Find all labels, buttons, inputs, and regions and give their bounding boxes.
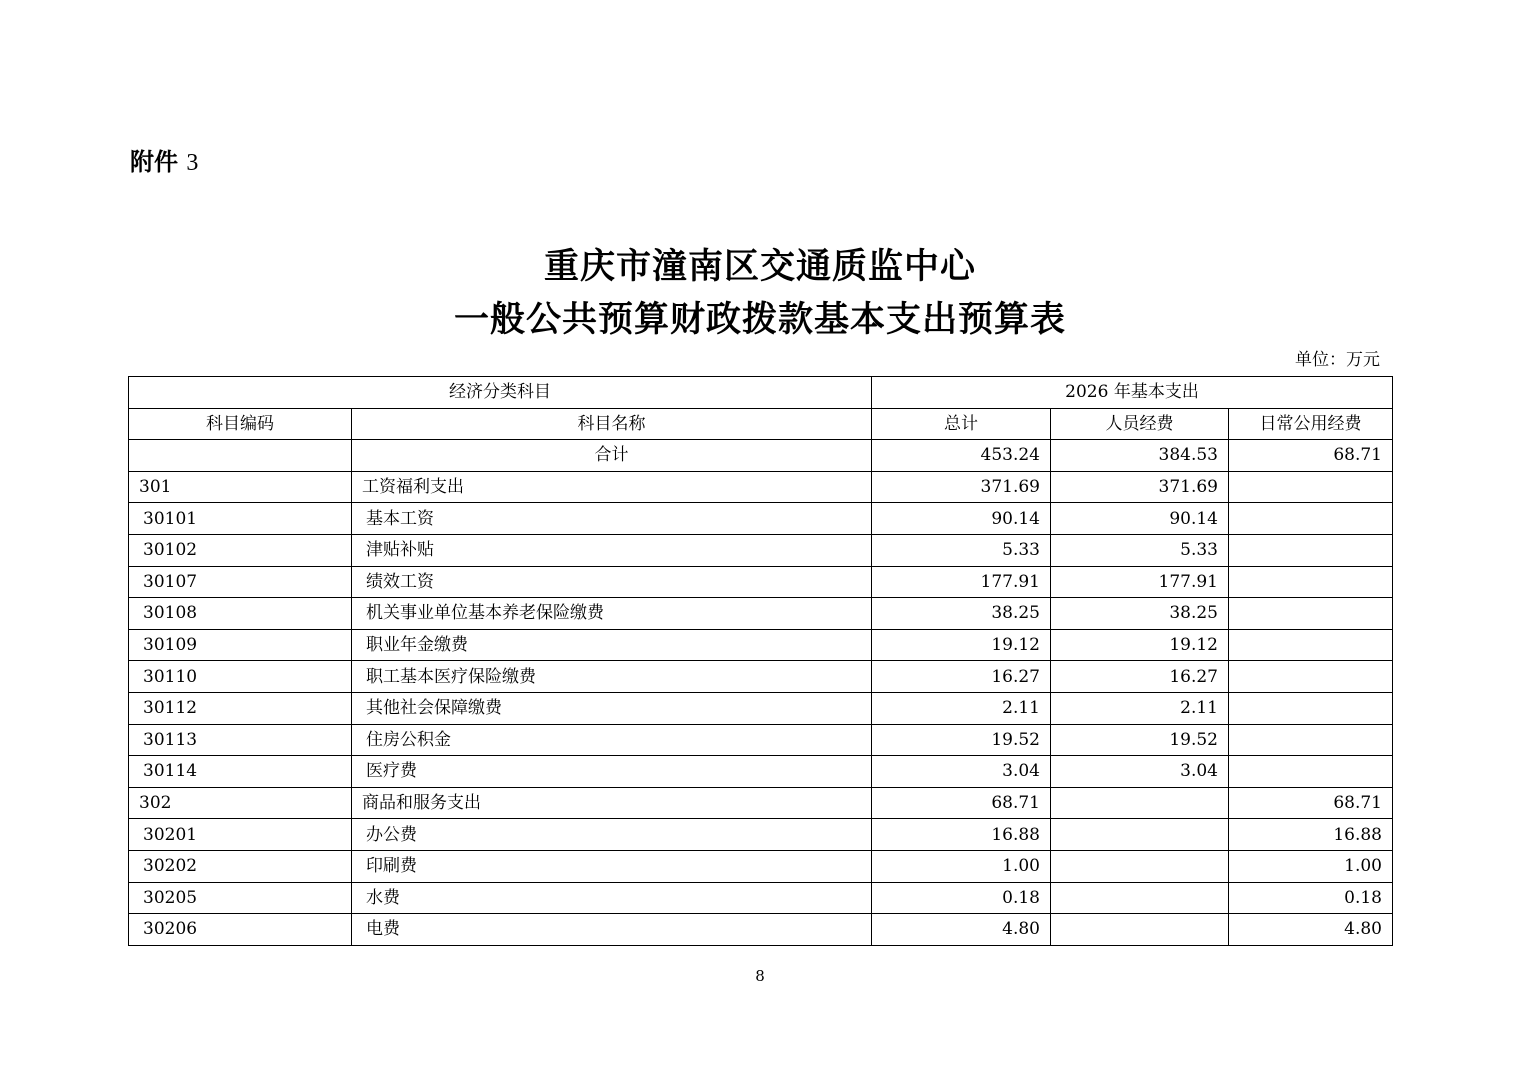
row-name: 职业年金缴费: [352, 629, 872, 661]
row-name: 基本工资: [352, 503, 872, 535]
table-row: [129, 787, 1393, 819]
budget-table: [128, 376, 1393, 946]
attachment-number: 3: [186, 150, 199, 176]
row-personnel: 371.69: [1051, 471, 1229, 503]
row-total: 16.88: [872, 819, 1051, 851]
row-public: [1229, 503, 1393, 535]
row-public: [1229, 534, 1393, 566]
row-total: 68.71: [872, 787, 1051, 819]
row-total: 2.11: [872, 692, 1051, 724]
row-name: 水费: [352, 882, 872, 914]
row-total: 3.04: [872, 756, 1051, 788]
row-code: 30201: [129, 819, 352, 851]
row-name: 住房公积金: [352, 724, 872, 756]
row-name: 印刷费: [352, 850, 872, 882]
row-code: 30102: [129, 534, 352, 566]
table-row: [129, 692, 1393, 724]
row-name: 绩效工资: [352, 566, 872, 598]
row-code: 30107: [129, 566, 352, 598]
row-name: 其他社会保障缴费: [352, 692, 872, 724]
row-personnel: [1051, 787, 1229, 819]
row-personnel: [1051, 850, 1229, 882]
row-total: 16.27: [872, 661, 1051, 693]
row-public: 4.80: [1229, 914, 1393, 946]
row-code: 30202: [129, 850, 352, 882]
row-name: 电费: [352, 914, 872, 946]
table-row: [129, 629, 1393, 661]
row-code: 30110: [129, 661, 352, 693]
row-personnel: 3.04: [1051, 756, 1229, 788]
total-personnel: 384.53: [1051, 440, 1229, 472]
row-code: 30113: [129, 724, 352, 756]
row-personnel: 90.14: [1051, 503, 1229, 535]
attachment-text: 附件: [130, 148, 178, 176]
row-total: 90.14: [872, 503, 1051, 535]
group-header-row: [129, 377, 1393, 409]
row-total: 19.12: [872, 629, 1051, 661]
table-row: [129, 724, 1393, 756]
row-personnel: 19.12: [1051, 629, 1229, 661]
row-public: 0.18: [1229, 882, 1393, 914]
row-total: 4.80: [872, 914, 1051, 946]
row-public: [1229, 629, 1393, 661]
total-total: 453.24: [872, 440, 1051, 472]
row-personnel: [1051, 819, 1229, 851]
row-name: 机关事业单位基本养老保险缴费: [352, 598, 872, 630]
header-personnel: 人员经费: [1051, 408, 1229, 440]
attachment-label: [130, 146, 198, 179]
table-row: [129, 566, 1393, 598]
row-code: 30108: [129, 598, 352, 630]
row-personnel: [1051, 914, 1229, 946]
row-public: [1229, 566, 1393, 598]
header-name: 科目名称: [352, 408, 872, 440]
row-public: [1229, 471, 1393, 503]
row-total: 177.91: [872, 566, 1051, 598]
row-public: 1.00: [1229, 850, 1393, 882]
unit-label: 单位：万元: [1295, 350, 1380, 370]
table-row: [129, 850, 1393, 882]
table-row: [129, 598, 1393, 630]
total-row: [129, 440, 1393, 472]
header-code: 科目编码: [129, 408, 352, 440]
document-title-line2: 一般公共预算财政拨款基本支出预算表: [453, 300, 1066, 340]
row-code: 30112: [129, 692, 352, 724]
total-public: 68.71: [1229, 440, 1393, 472]
table-row: [129, 819, 1393, 851]
row-code: 30206: [129, 914, 352, 946]
row-personnel: 16.27: [1051, 661, 1229, 693]
row-name: 商品和服务支出: [352, 787, 872, 819]
row-code: 30101: [129, 503, 352, 535]
table-row: [129, 914, 1393, 946]
row-personnel: 5.33: [1051, 534, 1229, 566]
row-public: [1229, 724, 1393, 756]
row-public: 16.88: [1229, 819, 1393, 851]
table-row: [129, 503, 1393, 535]
row-total: 19.52: [872, 724, 1051, 756]
row-name: 办公费: [352, 819, 872, 851]
row-public: 68.71: [1229, 787, 1393, 819]
row-personnel: 38.25: [1051, 598, 1229, 630]
table-row: [129, 882, 1393, 914]
table-row: [129, 534, 1393, 566]
row-total: 1.00: [872, 850, 1051, 882]
row-total: 0.18: [872, 882, 1051, 914]
row-code: 30205: [129, 882, 352, 914]
page-number: 8: [755, 967, 765, 985]
header-public: 日常公用经费: [1229, 408, 1393, 440]
total-code: [129, 440, 352, 472]
document-title-line1: 重庆市潼南区交通质监中心: [543, 247, 976, 287]
row-code: 301: [129, 471, 352, 503]
row-total: 5.33: [872, 534, 1051, 566]
row-name: 工资福利支出: [352, 471, 872, 503]
column-header-row: [129, 408, 1393, 440]
table-row: [129, 756, 1393, 788]
row-personnel: [1051, 882, 1229, 914]
header-total: 总计: [872, 408, 1051, 440]
row-total: 38.25: [872, 598, 1051, 630]
row-public: [1229, 598, 1393, 630]
table-row: [129, 661, 1393, 693]
row-public: [1229, 756, 1393, 788]
row-name: 津贴补贴: [352, 534, 872, 566]
row-code: 30114: [129, 756, 352, 788]
row-name: 医疗费: [352, 756, 872, 788]
total-label: 合计: [352, 440, 872, 472]
table-row: [129, 471, 1393, 503]
row-personnel: 2.11: [1051, 692, 1229, 724]
row-code: 30109: [129, 629, 352, 661]
row-personnel: 177.91: [1051, 566, 1229, 598]
row-personnel: 19.52: [1051, 724, 1229, 756]
row-public: [1229, 661, 1393, 693]
row-public: [1229, 692, 1393, 724]
header-expenditure: 2026 年基本支出: [872, 377, 1393, 409]
row-name: 职工基本医疗保险缴费: [352, 661, 872, 693]
header-classification: 经济分类科目: [129, 377, 872, 409]
row-total: 371.69: [872, 471, 1051, 503]
row-code: 302: [129, 787, 352, 819]
